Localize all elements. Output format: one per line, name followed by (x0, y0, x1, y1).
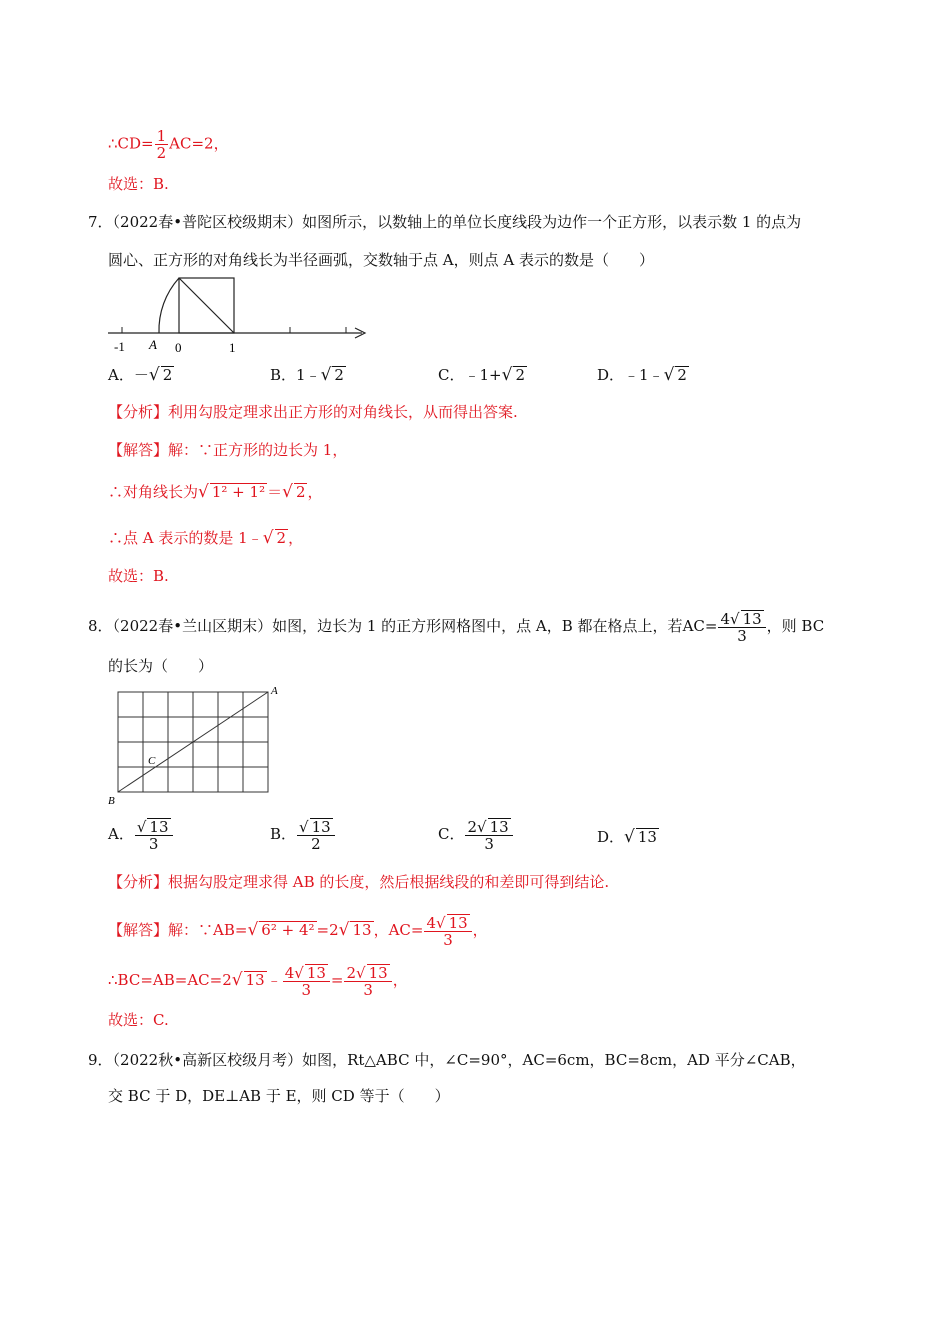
square-diagonal (179, 278, 234, 333)
q8-stem-line2: 的长为（ ） (108, 657, 214, 675)
q8-option-a-num (135, 818, 173, 836)
q8-option-c-coef: 2 (467, 818, 478, 836)
q8-answer-rad2: 13 (352, 921, 372, 939)
q7-number-line-figure (100, 272, 375, 360)
q9-stem-line2: 交 BC 于 D，DE⊥AB 于 E，则 CD 等于（ ） (108, 1087, 450, 1105)
q7-analysis (108, 402, 518, 422)
q7-option-a-letter: A． (108, 366, 134, 384)
q8-analysis (108, 872, 609, 892)
q8-step-pre: ∴BC=AB=AC=2 (108, 971, 232, 989)
q8-answer-pre: 解：∵AB= (168, 921, 248, 939)
sqrt-icon: √ (148, 365, 160, 385)
sqrt-icon: √ (624, 827, 635, 847)
q8-option-a-fraction (135, 818, 173, 852)
sqrt-icon: √ (282, 482, 293, 502)
label-zero: 0 (175, 340, 182, 355)
q7-step1-rad: 1² + 1² (211, 483, 266, 501)
prev-answer-choice: 故选：B. (108, 175, 169, 193)
q8-step-frac2-den: 3 (363, 981, 373, 999)
sqrt-icon: √ (136, 818, 147, 836)
q9-number: 9． (88, 1051, 113, 1069)
q8-grid-figure (104, 684, 284, 808)
q8-option-b-letter: B． (270, 825, 297, 843)
cd-suffix: AC=2， (169, 134, 229, 153)
q8-answer-rad: 6² + 4² (261, 921, 315, 939)
half-den: 2 (156, 144, 167, 162)
q8-step-end: ， (392, 971, 408, 989)
label-point-b: B (108, 795, 115, 807)
q8-step-eq: = (330, 971, 344, 989)
q7-option-c[interactable] (438, 364, 527, 386)
q7-option-c-rad: 2 (515, 366, 525, 384)
q8-stem-text: 如图，边长为 1 的正方形网格图中，点 A，B 都在格点上，若 (272, 617, 683, 635)
q9-stem-text: 如图，Rt△ABC 中，∠C=90°，AC=6cm，BC=8cm，AD 平分∠CAB， (302, 1051, 806, 1069)
q8-option-c-rad: 13 (489, 818, 509, 836)
q7-number: 7． (88, 213, 113, 231)
sqrt-icon: √ (501, 365, 513, 385)
sqrt-icon: √ (730, 610, 740, 628)
q7-step2 (108, 528, 303, 548)
q8-stem-frac-num (718, 610, 765, 628)
q7-step2-prefix: ∴点 A 表示的数是 1﹣ (108, 529, 263, 547)
q7-option-b[interactable] (270, 364, 346, 386)
q8-option-a[interactable] (108, 818, 174, 852)
q7-stem-line1 (88, 212, 801, 232)
sqrt-icon: √ (663, 365, 675, 385)
q8-option-b-den: 2 (311, 835, 321, 853)
q7-option-b-rad: 2 (334, 366, 344, 384)
q7-source: （2022春•普陀区校级期末） (112, 213, 303, 231)
q7-step2-end: ， (288, 529, 304, 547)
q7-option-a[interactable] (108, 364, 174, 386)
q8-option-a-den: 3 (148, 835, 159, 853)
q8-answer-frac-den: 3 (443, 931, 453, 949)
q8-stem-frac-den: 3 (737, 627, 747, 645)
q7-step1-end: ， (307, 483, 323, 501)
sqrt-icon: √ (436, 914, 446, 932)
q8-step-frac1-coef: 4 (284, 964, 295, 982)
label-minus-one: -1 (114, 339, 125, 354)
q8-choice: 故选：C. (108, 1011, 169, 1029)
q8-step-rad: 13 (245, 971, 265, 989)
q8-answer-fraction (424, 914, 471, 948)
q8-stem-coef: 4 (720, 610, 730, 628)
q7-stem-text: 如图所示，以数轴上的单位长度线段为边作一个正方形，以表示数 1 的点为 (302, 213, 802, 231)
q7-stem-line2: 圆心、正方形的对角线长为半径画弧，交数轴于点 A，则点 A 表示的数是（ ） (108, 251, 654, 269)
label-point-c: C (148, 755, 156, 767)
q7-step1-prefix: ∴对角线长为 (108, 483, 199, 501)
q8-option-b-num (297, 818, 335, 836)
label-one: 1 (229, 340, 236, 355)
q7-answer (108, 440, 347, 460)
half-fraction (155, 128, 169, 161)
q8-stem-end: ，则 BC (766, 617, 825, 635)
q8-option-c-num (465, 818, 512, 836)
q7-analysis-text: 利用勾股定理求出正方形的对角线长，从而得出答案. (168, 403, 518, 421)
sqrt-icon: √ (356, 964, 366, 982)
q9-stem-line1 (88, 1050, 806, 1070)
q8-step (108, 964, 408, 998)
q8-number: 8． (88, 617, 113, 635)
sqrt-icon: √ (338, 920, 350, 940)
q8-step-frac2-num (344, 964, 391, 982)
q8-option-c[interactable] (438, 818, 514, 852)
q8-source: （2022春•兰山区期末） (112, 617, 273, 635)
q8-option-a-letter: A． (108, 825, 134, 843)
q8-answer-mid: ，AC= (373, 921, 424, 939)
half-num: 1 (156, 127, 167, 145)
q8-step-frac2-rad: 13 (368, 964, 388, 982)
label-point-a: A (149, 337, 157, 352)
q7-step1-rad2: 2 (295, 483, 306, 501)
q8-analysis-text: 根据勾股定理求得 AB 的长度，然后根据线段的和差即可得到结论. (168, 873, 610, 891)
q8-analysis-tag: 【分析】 (108, 873, 169, 891)
q8-option-c-fraction (465, 818, 512, 852)
q8-option-d-letter: D． (597, 828, 625, 846)
sqrt-icon: √ (247, 920, 259, 940)
q8-step-frac1-den: 3 (301, 981, 312, 999)
q7-answer-tag: 【解答】 (108, 441, 169, 459)
solution-cd-line (108, 128, 229, 161)
q7-choice: 故选：B. (108, 567, 169, 585)
q7-option-c-letter: C． (438, 366, 465, 384)
q7-step1-eq: ＝ (267, 483, 283, 501)
q8-option-b-rad: 13 (311, 818, 331, 836)
sqrt-icon: √ (477, 818, 487, 836)
q8-option-a-rad: 13 (149, 818, 169, 836)
q7-option-d-letter: D． (597, 366, 625, 384)
q8-answer-frac-coef: 4 (426, 914, 437, 932)
cd-prefix: ∴CD= (108, 134, 154, 153)
q7-answer-text: 解：∵正方形的边长为 1， (168, 441, 348, 459)
q8-option-c-letter: C． (438, 825, 465, 843)
q7-option-a-rad: 2 (162, 366, 173, 384)
q7-option-c-pre: ﹣1+ (464, 366, 502, 384)
q8-answer-end: ， (472, 921, 488, 939)
q8-step-fraction1 (283, 964, 330, 998)
q8-option-d[interactable] (597, 826, 659, 848)
q8-option-c-den: 3 (484, 835, 494, 853)
q8-option-b[interactable] (270, 818, 336, 852)
sqrt-icon: √ (231, 970, 243, 990)
q8-answer-frac-rad: 13 (448, 914, 468, 932)
q8-answer-eq: =2 (316, 921, 339, 939)
label-point-a: A (271, 685, 278, 697)
sqrt-icon: √ (299, 818, 309, 836)
q7-option-d-pre: ﹣1﹣ (624, 366, 664, 384)
sqrt-icon: √ (262, 528, 274, 548)
q8-stem-line1 (88, 610, 824, 644)
q7-option-d-rad: 2 (677, 366, 687, 384)
q8-stem-ac: AC= (682, 617, 718, 635)
q8-step-frac1-rad: 13 (306, 964, 326, 982)
q8-step-fraction2 (344, 964, 391, 998)
q8-step-frac2-coef: 2 (346, 964, 357, 982)
q8-stem-rad: 13 (742, 610, 762, 628)
sqrt-icon: √ (294, 964, 304, 982)
q7-step2-rad: 2 (276, 529, 287, 547)
sqrt-icon: √ (320, 365, 332, 385)
q9-source: （2022秋•高新区校级月考） (112, 1051, 303, 1069)
q8-answer-tag: 【解答】 (108, 921, 169, 939)
q8-step-minus: ﹣ (266, 971, 282, 989)
radius-arc (159, 278, 179, 333)
q8-option-d-rad: 13 (637, 828, 657, 846)
q8-step-frac1-num (283, 964, 330, 982)
q7-option-d[interactable] (597, 364, 689, 386)
q8-answer (108, 914, 488, 948)
sqrt-icon: √ (198, 482, 209, 502)
q8-stem-fraction (718, 610, 765, 644)
q8-answer-frac-num (424, 914, 471, 932)
q7-analysis-tag: 【分析】 (108, 403, 169, 421)
q7-option-b-letter: B． (270, 366, 297, 384)
q8-option-b-fraction (297, 818, 335, 852)
q7-step1 (108, 482, 323, 502)
q7-option-a-pre: － (133, 366, 149, 384)
q7-option-b-pre: 1﹣ (296, 366, 321, 384)
